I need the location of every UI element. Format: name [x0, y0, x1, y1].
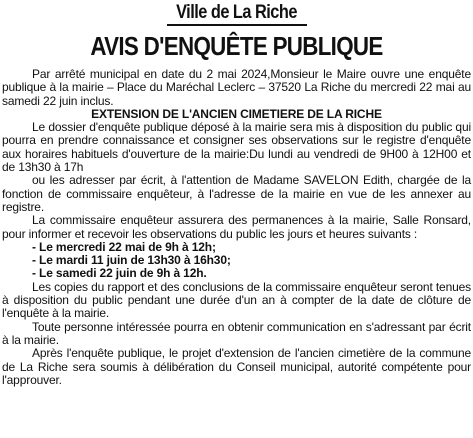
address-paragraph: ou les adresser par écrit, à l'attention de Madame SAVELON Edith, chargée de la fonction de commissaire enquêteur, à l'adresse de la mairie en vue de les annexer au registre.	[2, 173, 471, 214]
session-list	[2, 241, 471, 281]
session-item: - Le mardi 11 juin de 13h30 à 16h30;	[32, 253, 231, 268]
intro-paragraph: Par arrêté municipal en date du 2 mai 2024,Monsieur le Maire ouvre une enquête publique à la mairie – Place du Maréchal Leclerc – 37520 La Riche du mercredi 22 mai au samedi 22 juin inclus.	[2, 67, 471, 108]
subject-heading: EXTENSION DE L'ANCIEN CIMETIERE DE LA RICHE	[91, 106, 382, 121]
deliberation-paragraph: Après l'enquête publique, le projet d'extension de l'ancien cimetière de la commune de La Riche sera soumis à délibération du Conseil municipal, autorité compétente pour l'approuver.	[2, 346, 471, 387]
permanences-paragraph: La commissaire enquêteur assurera des permanences à la mairie, Salle Ronsard, pour informer et recevoir les observations du public les jours et heures suivants :	[2, 213, 471, 241]
session-item: - Le mercredi 22 mai de 9h à 12h;	[32, 239, 216, 254]
session-item: - Le samedi 22 juin de 9h à 12h.	[32, 266, 207, 281]
town-name: Ville de La Riche	[176, 2, 297, 23]
copies-paragraph: Les copies du rapport et des conclusions de la commissaire enquêteur seront tenues à disposition du public pendant une durée d'un an à compter de la date de clôture de l'enquête à la mairie.	[2, 279, 471, 321]
communication-paragraph: Toute personne intéressée pourra en obtenir communication en s'adressant par écrit à la mairie.	[2, 319, 471, 347]
town-underline	[167, 24, 307, 26]
notice-title: AVIS D'ENQUÊTE PUBLIQUE	[90, 31, 383, 61]
notice-body	[2, 68, 471, 387]
dossier-paragraph: Le dossier d'enquête publique déposé à la mairie sera mis à disposition du public qui pourra en prendre connaissance et consigner ses observations sur le registre d'enquête aux horaires habituels d'ouverture de la mairie:Du lundi au vendredi de 9H00 à 12H00 et de 13h30 à 17h	[2, 120, 471, 175]
